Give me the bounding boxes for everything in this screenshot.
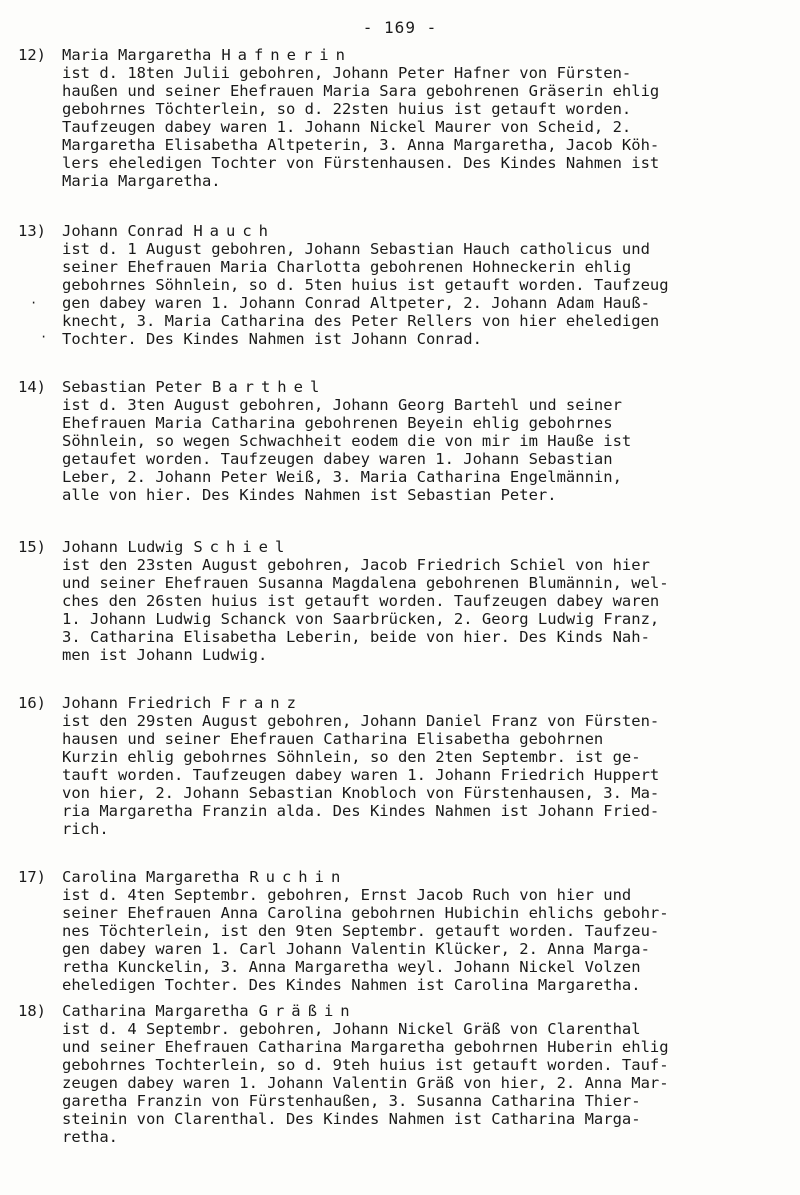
given-names: Sebastian Peter — [62, 378, 202, 396]
entry-line: seiner Ehefrauen Anna Carolina gebohrnen Hubichin ehlichs gebohr- — [62, 904, 669, 922]
baptism-entry-13 — [18, 222, 778, 348]
entry-line: und seiner Ehefrauen Catharina Margaretha gebohrnen Huberin ehlig — [62, 1038, 669, 1056]
entry-line: gen dabey waren 1. Johann Conrad Altpeter, 2. Johann Adam Hauß- — [62, 294, 650, 312]
entry-line: retha. — [62, 1128, 118, 1146]
given-names: Johann Friedrich — [62, 694, 212, 712]
entry-heading — [62, 1002, 778, 1020]
entry-line: ist den 23sten August gebohren, Jacob Friedrich Schiel von hier — [62, 556, 650, 574]
entry-number: 16) — [18, 694, 46, 712]
entry-heading — [62, 46, 778, 64]
entry-line: gen dabey waren 1. Carl Johann Valentin Klücker, 2. Anna Marga- — [62, 940, 650, 958]
surname: Franz — [221, 694, 303, 712]
entry-line: ist d. 4 Septembr. gebohren, Johann Nickel Gräß von Clarenthal — [62, 1020, 641, 1038]
margin-dot: · — [30, 296, 38, 310]
entry-line: Leber, 2. Johann Peter Weiß, 3. Maria Catharina Engelmännin, — [62, 468, 622, 486]
entry-line: seiner Ehefrauen Maria Charlotta gebohrenen Hohneckerin ehlig — [62, 258, 632, 276]
entry-heading — [62, 378, 778, 396]
entry-line: von hier, 2. Johann Sebastian Knobloch von Fürstenhausen, 3. Ma- — [62, 784, 660, 802]
surname: Hafnerin — [221, 46, 352, 64]
entry-line: Söhnlein, so wegen Schwachheit eodem die von mir im Hauße ist — [62, 432, 632, 450]
entry-line: Ehefrauen Maria Catharina gebohrenen Beyein ehlig gebohrnes — [62, 414, 613, 432]
entry-line: ches den 26sten huius ist getauft worden. Taufzeugen dabey waren — [62, 592, 660, 610]
entry-line: alle von hier. Des Kindes Nahmen ist Sebastian Peter. — [62, 486, 557, 504]
entry-line: hausen und seiner Ehefrauen Catharina Elisabetha gebohrnen — [62, 730, 604, 748]
entry-line: haußen und seiner Ehefrauen Maria Sara gebohrenen Gräserin ehlig — [62, 82, 660, 100]
entry-line: ist d. 3ten August gebohren, Johann Georg Bartehl und seiner — [62, 396, 622, 414]
entry-line: gebohrnes Söhnlein, so d. 5ten huius ist getauft worden. Taufzeug — [62, 276, 669, 294]
entry-line: men ist Johann Ludwig. — [62, 646, 268, 664]
entry-line: tauft worden. Taufzeugen dabey waren 1. Johann Friedrich Huppert — [62, 766, 660, 784]
given-names: Johann Conrad — [62, 222, 184, 240]
entry-line: garetha Franzin von Fürstenhaußen, 3. Susanna Catharina Thier- — [62, 1092, 641, 1110]
entry-line: Tochter. Des Kindes Nahmen ist Johann Conrad. — [62, 330, 482, 348]
entry-line: nes Töchterlein, ist den 9ten Septembr. getauft worden. Taufzeu- — [62, 922, 660, 940]
entry-line: Kurzin ehlig gebohrnes Söhnlein, so den 2ten Septembr. ist ge- — [62, 748, 641, 766]
entry-line: lers eheledigen Tochter von Fürstenhausen. Des Kindes Nahmen ist — [62, 154, 660, 172]
entry-number: 12) — [18, 46, 46, 64]
entry-line: steinin von Clarenthal. Des Kindes Nahmen ist Catharina Marga- — [62, 1110, 641, 1128]
entry-heading — [62, 538, 778, 556]
given-names: Maria Margaretha — [62, 46, 212, 64]
surname: Ruchin — [249, 868, 348, 886]
entry-line: ist d. 4ten Septembr. gebohren, Ernst Jacob Ruch von hier und — [62, 886, 632, 904]
entry-line: ist d. 1 August gebohren, Johann Sebastian Hauch catholicus und — [62, 240, 650, 258]
entry-number: 17) — [18, 868, 46, 886]
entry-line: Taufzeugen dabey waren 1. Johann Nickel Maurer von Scheid, 2. — [62, 118, 632, 136]
entry-line: ist d. 18ten Julii gebohren, Johann Peter Hafner von Fürsten- — [62, 64, 632, 82]
entry-number: 13) — [18, 222, 46, 240]
entry-line: gebohrnes Tochterlein, so d. 9teh huius ist getauft worden. Tauf- — [62, 1056, 669, 1074]
entry-line: ria Margaretha Franzin alda. Des Kindes Nahmen ist Johann Fried- — [62, 802, 660, 820]
entry-line: retha Kunckelin, 3. Anna Margaretha weyl. Johann Nickel Volzen — [62, 958, 641, 976]
entry-line: Margaretha Elisabetha Altpeterin, 3. Anna Margaretha, Jacob Köh- — [62, 136, 660, 154]
page-number: - 169 - — [362, 18, 438, 37]
entry-heading — [62, 222, 778, 240]
surname: Hauch — [193, 222, 275, 240]
entry-line: gebohrnes Töchterlein, so d. 22sten huius ist getauft worden. — [62, 100, 632, 118]
entry-line: 3. Catharina Elisabetha Leberin, beide von hier. Des Kinds Nah- — [62, 628, 650, 646]
baptism-entry-16 — [18, 694, 778, 838]
entry-line: knecht, 3. Maria Catharina des Peter Rellers von hier eheledigen — [62, 312, 660, 330]
entry-line: Maria Margaretha. — [62, 172, 221, 190]
entry-number: 18) — [18, 1002, 46, 1020]
entry-heading — [62, 868, 778, 886]
given-names: Catharina Margaretha — [62, 1002, 249, 1020]
entry-number: 15) — [18, 538, 46, 556]
baptism-entry-18 — [18, 1002, 778, 1146]
entry-line: 1. Johann Ludwig Schanck von Saarbrücken, 2. Georg Ludwig Franz, — [62, 610, 660, 628]
surname: Gräßin — [258, 1002, 357, 1020]
entry-line: ist den 29sten August gebohren, Johann Daniel Franz von Fürsten- — [62, 712, 660, 730]
entry-line: und seiner Ehefrauen Susanna Magdalena gebohrenen Blumännin, wel- — [62, 574, 669, 592]
entry-line: zeugen dabey waren 1. Johann Valentin Gräß von hier, 2. Anna Mar- — [62, 1074, 669, 1092]
baptism-entry-15 — [18, 538, 778, 664]
entry-line: eheledigen Tochter. Des Kindes Nahmen ist Carolina Margaretha. — [62, 976, 641, 994]
entry-heading — [62, 694, 778, 712]
surname: Schiel — [193, 538, 292, 556]
entry-line: getaufet worden. Taufzeugen dabey waren 1. Johann Sebastian — [62, 450, 613, 468]
baptism-entry-12 — [18, 46, 778, 190]
baptism-entry-17 — [18, 868, 778, 994]
entry-line: rich. — [62, 820, 109, 838]
margin-dot: · — [40, 330, 48, 344]
given-names: Carolina Margaretha — [62, 868, 240, 886]
entry-number: 14) — [18, 378, 46, 396]
given-names: Johann Ludwig — [62, 538, 184, 556]
baptism-entry-14 — [18, 378, 778, 504]
surname: Barthel — [211, 378, 327, 396]
